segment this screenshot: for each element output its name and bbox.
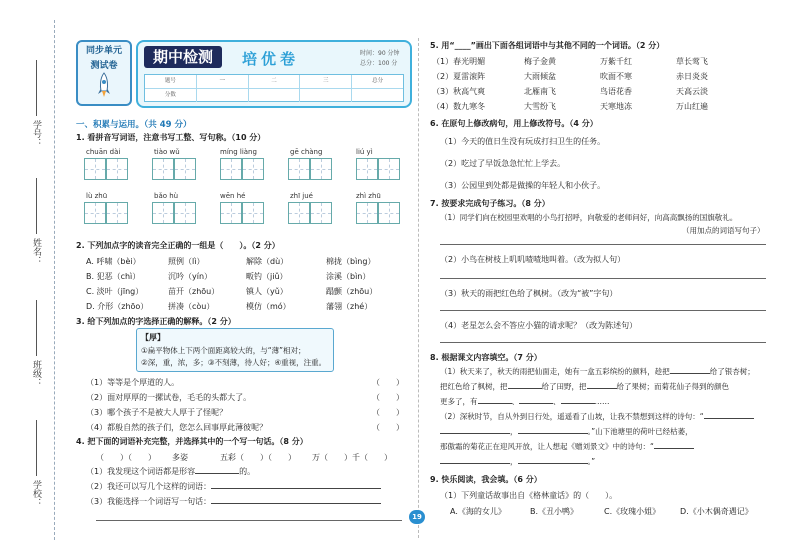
score-head: 一 xyxy=(197,75,249,88)
exam-subtitle: 培优卷 xyxy=(242,50,300,68)
q8-line-5 xyxy=(440,426,693,437)
q2-option-b-4: 涂溪（bìn） xyxy=(326,272,371,281)
score-row-label: 分数 xyxy=(145,89,197,102)
q3-item-2: （2）面对厚厚的一摞试卷，毛毛的头都大了。 xyxy=(86,393,252,402)
q8-text-12: 。”山下池塘里的荷叶已经枯萎， xyxy=(587,427,693,436)
q7-answer-line-1[interactable] xyxy=(440,244,766,245)
q4-item-3 xyxy=(86,496,381,507)
q8-text-14: ， xyxy=(510,457,518,466)
q5-row-4-d: 万山红遍 xyxy=(676,102,708,111)
q5-row-2-a: （2）夏雷滚阵 xyxy=(432,72,486,81)
q8-blank-4[interactable] xyxy=(478,403,512,404)
q8-line-6 xyxy=(440,441,694,452)
q4-fill-1[interactable]: （ ）（ ） xyxy=(96,453,156,462)
q8-line-2 xyxy=(440,381,729,392)
q4-item-2 xyxy=(86,481,381,492)
writing-grid[interactable] xyxy=(356,158,400,180)
q7-item-1-hint: （用加点的词语写句子） xyxy=(682,226,765,235)
exam-title: 期中检测 xyxy=(144,46,222,68)
q8-text-11: ， xyxy=(510,427,518,436)
question-7: 7. 按要求完成句子练习。（8 分） xyxy=(430,199,550,208)
q3-item-4: （4）都般自然的孩子们，您怎么回事厚此薄彼呢？ xyxy=(86,423,268,432)
binding-label-class: 班级： xyxy=(31,360,41,387)
q5-row-3-b: 北雁南飞 xyxy=(524,87,556,96)
q2-option-a-3: 解除（dù） xyxy=(246,257,289,266)
score-head: 题号 xyxy=(145,75,197,88)
q2-option-c-4: 蹋颤（zhōu） xyxy=(326,287,378,296)
writing-grid[interactable] xyxy=(288,158,332,180)
q8-blank-1[interactable] xyxy=(670,373,710,374)
score-cell[interactable] xyxy=(249,89,301,102)
q8-text-15: 。” xyxy=(587,457,596,466)
score-cell[interactable] xyxy=(352,89,403,102)
q4-fill-2: 多姿 xyxy=(172,453,188,462)
binding-label-school: 学校： xyxy=(31,480,41,507)
q7-item-4: （4）老星怎么会不答应小猫的请求呢？（改为陈述句） xyxy=(440,321,638,330)
exam-total-score: 总分：100 分 xyxy=(360,60,398,67)
q2-option-a-2: 照例（lì） xyxy=(168,257,205,266)
q8-text-10: （2）深秋时节，自从外到日行处，遥遥看了山坡，让我不禁想到这样的诗句：“ xyxy=(440,412,704,421)
writing-grid[interactable] xyxy=(84,202,128,224)
pinyin-3: míng liàng xyxy=(220,148,257,156)
q7-item-1: （1）同学们向在校园里欢唱的小鸟打招呼，向敬爱的老师问好，向高高飘扬的国旗敬礼。 xyxy=(440,213,738,222)
pinyin-6: lù zhū xyxy=(86,192,108,200)
exam-time: 时间：90 分钟 xyxy=(360,50,400,57)
q3-answer-3[interactable]: （ ） xyxy=(372,408,404,417)
q4-item-1-end: 的。 xyxy=(239,467,256,476)
q3-answer-4[interactable]: （ ） xyxy=(372,423,404,432)
q9-option-c[interactable]: C.《玫瑰小姐》 xyxy=(604,507,661,516)
q2-option-a-1: A. 呼啸（bèi） xyxy=(86,257,141,266)
pinyin-10: zhì zhū xyxy=(356,192,381,200)
writing-grid[interactable] xyxy=(152,158,196,180)
pinyin-4: gē chàng xyxy=(290,148,323,156)
q6-item-3[interactable]: （3）公园里到处都是做操的年轻人和小伙子。 xyxy=(440,181,606,190)
q8-blank-12[interactable] xyxy=(518,463,588,464)
q8-text-4: 给了田野，把 xyxy=(541,382,587,391)
q8-text-13: 那傲霜的菊花正在迎风开放，让人想起《赠刘景文》中的诗句：“ xyxy=(440,442,654,451)
question-2: 2. 下列加点字的读音完全正确的一组是（ ）。（2 分） xyxy=(76,241,280,250)
question-5: 5. 用“____”画出下面各组词语中与其他不同的一个词语。（2 分） xyxy=(430,41,665,50)
q6-item-1[interactable]: （1）今天的值日生没有玩成打扫卫生的任务。 xyxy=(440,137,606,146)
q5-row-2-d: 赤日炎炎 xyxy=(676,72,708,81)
q8-text-7: 、 xyxy=(511,397,519,406)
q8-text-2: 给了银杏树； xyxy=(709,367,755,376)
q4-item-1 xyxy=(86,466,255,477)
score-head: 总分 xyxy=(372,78,384,84)
binding-student-id-line xyxy=(36,60,37,116)
q8-line-3 xyxy=(440,396,610,407)
question-1: 1. 看拼音写词语，注意书写工整、写句称。（10 分） xyxy=(76,133,266,142)
q4-fill-3[interactable]: 五彩（ ）（ ） xyxy=(220,453,296,462)
q8-line-4 xyxy=(440,411,754,422)
q7-answer-line-4[interactable] xyxy=(440,342,766,343)
question-8: 8. 根据课文内容填空。（7 分） xyxy=(430,353,542,362)
q5-row-1-b: 梅子金黄 xyxy=(524,57,556,66)
q2-option-d-2: 拼凑（còu） xyxy=(168,302,215,311)
q3-item-1: （1）等等是个厚道的人。 xyxy=(86,378,180,387)
binding-label-name: 姓名： xyxy=(31,238,41,265)
q7-item-2: （2）小鸟在树枝上叽叽喳喳地叫着。（改为拟人句） xyxy=(440,255,626,264)
q8-text-9: …… xyxy=(594,397,610,406)
q5-row-3-d: 天高云淡 xyxy=(676,87,708,96)
writing-grid[interactable] xyxy=(84,158,128,180)
pinyin-5: liú yì xyxy=(356,148,373,156)
definition-title: 【厚】 xyxy=(141,333,165,342)
writing-grid[interactable] xyxy=(288,202,332,224)
q7-item-3: （3）秋天的雨把红色给了枫树。（改为“被”字句） xyxy=(440,289,618,298)
q9-option-a[interactable]: A.《海的女儿》 xyxy=(450,507,506,516)
q8-blank-10[interactable] xyxy=(654,448,694,449)
definition-line-1: ①扁平物体上下两个面距离较大的，与“薄”相对； xyxy=(141,346,306,355)
q8-blank-9[interactable] xyxy=(518,433,588,434)
q2-option-a-4: 棉拢（bìng） xyxy=(326,257,376,266)
q2-option-d-3: 模仿（mó） xyxy=(246,302,291,311)
score-head: 二 xyxy=(249,75,301,88)
pinyin-7: bǎo hù xyxy=(154,192,179,200)
q5-row-4-a: （4）数九寒冬 xyxy=(432,102,486,111)
q4-item-3-blank[interactable] xyxy=(211,503,381,504)
q7-answer-line-2[interactable] xyxy=(440,278,766,279)
binding-name-line xyxy=(36,178,37,234)
question-6: 6. 在原句上修改病句，用上修改符号。（4 分） xyxy=(430,119,598,128)
question-3: 3. 给下列加点的字选择正确的解释。（2 分） xyxy=(76,317,236,326)
q8-line-7 xyxy=(440,456,595,467)
score-head: 三 xyxy=(300,75,352,88)
q2-option-c-3: 镇人（yǔ） xyxy=(246,287,288,296)
exam-header xyxy=(136,40,412,108)
writing-grid[interactable] xyxy=(152,202,196,224)
q8-text-3: 把红色给了枫树，把 xyxy=(440,382,508,391)
q9-item-1: （1）下列童话故事出自《格林童话》的（ ）。 xyxy=(440,491,618,500)
score-table-value-row xyxy=(145,89,403,102)
q5-row-1-c: 万紫千红 xyxy=(600,57,632,66)
q8-text-5: 给了果树；而菊花仙子得到的颜色 xyxy=(616,382,729,391)
rocket-icon xyxy=(96,72,112,98)
binding-school-line xyxy=(36,420,37,476)
q9-option-b[interactable]: B.《丑小鸭》 xyxy=(530,507,579,516)
q2-option-d-1: D. 介形（zhōo） xyxy=(86,302,149,311)
q4-item-1-blank[interactable] xyxy=(195,473,239,474)
q8-blank-2[interactable] xyxy=(508,388,542,389)
definition-box xyxy=(136,328,334,372)
score-cell[interactable] xyxy=(197,89,249,102)
page-number: 19 xyxy=(409,510,425,524)
pinyin-8: wēn hé xyxy=(220,192,246,200)
q8-line-1 xyxy=(440,366,755,377)
q4-answer-line[interactable] xyxy=(96,520,402,521)
q5-row-1-d: 草长莺飞 xyxy=(676,57,708,66)
score-table xyxy=(144,74,404,102)
q3-answer-2[interactable]: （ ） xyxy=(372,393,404,402)
q2-option-c-1: C. 淡叶（jīng） xyxy=(86,287,144,296)
column-divider xyxy=(418,38,419,538)
q8-blank-7[interactable] xyxy=(704,418,754,419)
pinyin-9: zhī jué xyxy=(290,192,313,200)
binding-dashed-line xyxy=(54,20,55,540)
question-9: 9. 快乐阅读，我会填。（6 分） xyxy=(430,475,542,484)
q3-answer-1[interactable]: （ ） xyxy=(372,378,404,387)
q5-row-4-b: 大雪纷飞 xyxy=(524,102,556,111)
q8-blank-5[interactable] xyxy=(519,403,553,404)
binding-class-line xyxy=(36,300,37,356)
q4-item-2-text: （2）我还可以写几个这样的词语： xyxy=(86,482,212,491)
q8-blank-3[interactable] xyxy=(587,388,617,389)
q5-row-4-c: 天寒地冻 xyxy=(600,102,632,111)
writing-grid[interactable] xyxy=(220,158,264,180)
q5-row-3-c: 鸟语花香 xyxy=(600,87,632,96)
q3-item-3: （3）哪个孩子不是被大人厚于了怪呢？ xyxy=(86,408,228,417)
badge-line-1: 同步单元 xyxy=(85,46,122,56)
definition-line-2: ②深，重，浓，多；③不刻薄，待人好；④重视，注重。 xyxy=(141,358,327,367)
q2-option-b-1: B. 犯恶（chì） xyxy=(86,272,141,281)
score-table-head-row xyxy=(145,75,403,89)
q5-row-3-a: （3）秋高气爽 xyxy=(432,87,486,96)
q5-row-2-c: 吹面不寒 xyxy=(600,72,632,81)
q4-item-2-blank[interactable] xyxy=(211,488,381,489)
q9-option-d[interactable]: D.《小木偶奇遇记》 xyxy=(680,507,753,516)
badge-line-2: 测试卷 xyxy=(90,61,118,71)
binding-strip xyxy=(0,0,62,554)
section-1-title: 一、积累与运用。（共 49 分） xyxy=(76,120,192,130)
q2-option-b-3: 畈钓（jiǔ） xyxy=(246,272,288,281)
q8-blank-11[interactable] xyxy=(440,463,510,464)
question-4: 4. 把下面的词语补充完整，并选择其中的一个写一句话。（8 分） xyxy=(76,437,308,446)
q7-answer-line-3[interactable] xyxy=(440,310,766,311)
q5-row-1-a: （1）春光明媚 xyxy=(432,57,486,66)
writing-grid[interactable] xyxy=(220,202,264,224)
q5-row-2-b: 大雨倾盆 xyxy=(524,72,556,81)
q6-item-2[interactable]: （2）吃过了早饭急急忙忙上学去。 xyxy=(440,159,566,168)
q2-option-c-2: 苗开（zhōu） xyxy=(168,287,220,296)
q8-blank-6[interactable] xyxy=(561,403,595,404)
binding-label-student-id: 学号： xyxy=(31,120,41,147)
q4-item-1-text: （1）我发现这个词语都是形容 xyxy=(86,467,196,476)
writing-grid[interactable] xyxy=(356,202,400,224)
q4-fill-4[interactable]: 万（ ）千（ ） xyxy=(312,453,392,462)
pinyin-2: tiào wǔ xyxy=(154,148,180,156)
score-cell[interactable] xyxy=(300,89,352,102)
q4-item-3-text: （3）我能选择一个词语写一句话： xyxy=(86,497,212,506)
q2-option-b-2: 沉吟（yín） xyxy=(168,272,213,281)
unit-test-badge xyxy=(76,40,132,106)
q8-text-6: 更多了，有 xyxy=(440,397,478,406)
q8-text-8: 、 xyxy=(553,397,561,406)
q8-blank-8[interactable] xyxy=(440,433,510,434)
q8-text-1: （1）秋天来了，秋天的雨把仙面走，她有一盒五彩缤纷的颜料，趁把 xyxy=(440,367,670,376)
q2-option-d-4: 藩翎（zhé） xyxy=(326,302,373,311)
pinyin-1: chuān dài xyxy=(86,148,121,156)
